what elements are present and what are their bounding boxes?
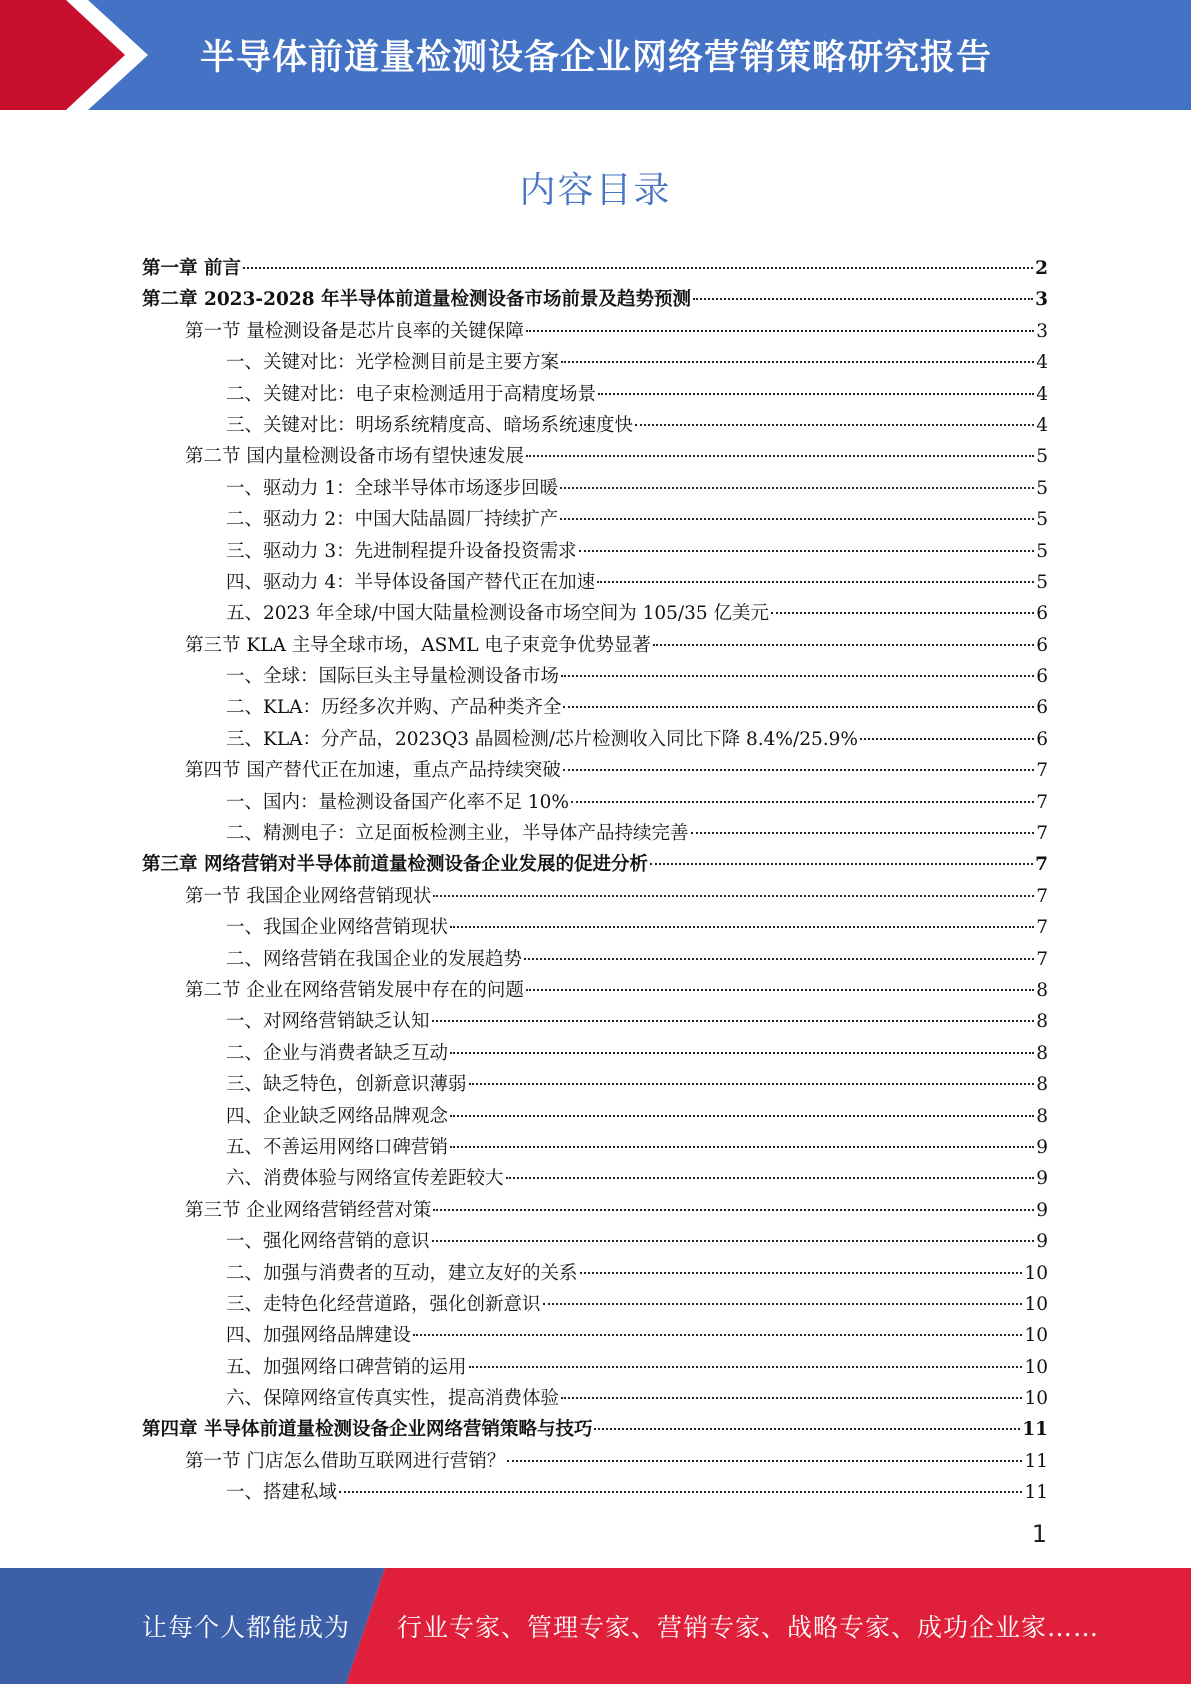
toc-entry-title: 二、网络营销在我国企业的发展趋势 <box>226 948 523 970</box>
toc-entry-title: 一、搭建私域 <box>226 1482 338 1504</box>
toc-dot-leader <box>653 644 1034 646</box>
toc-entry[interactable] <box>142 818 1048 849</box>
toc-dot-leader <box>560 518 1034 520</box>
toc-entry-page: 8 <box>1036 1011 1048 1033</box>
toc-entry-title: 第三节 KLA 主导全球市场，ASML 电子束竞争优势显著 <box>185 634 651 656</box>
toc-dot-leader <box>571 801 1034 803</box>
toc-entry-page: 11 <box>1024 1482 1048 1504</box>
toc-entry[interactable] <box>142 316 1048 347</box>
toc-entry-title: 三、缺乏特色，创新意识薄弱 <box>226 1074 467 1096</box>
toc-entry-page: 10 <box>1024 1293 1048 1315</box>
toc-entry-title: 六、保障网络宣传真实性，提高消费体验 <box>226 1388 560 1410</box>
toc-dot-leader <box>650 863 1033 865</box>
toc-entry-page: 5 <box>1036 571 1048 593</box>
toc-entry-page: 7 <box>1036 948 1048 970</box>
toc-entry[interactable] <box>142 692 1048 723</box>
toc-dot-leader <box>691 832 1035 834</box>
toc-entry[interactable] <box>142 1163 1048 1194</box>
toc-entry[interactable] <box>142 598 1048 629</box>
toc-entry-title: 第一章 前言 <box>142 258 241 279</box>
toc-dot-leader <box>597 581 1034 583</box>
toc-entry[interactable] <box>142 536 1048 567</box>
toc-entry-title: 一、关键对比：光学检测目前是主要方案 <box>226 352 560 374</box>
toc-dot-leader <box>579 550 1035 552</box>
toc-entry-title: 五、2023 年全球/中国大陆量检测设备市场空间为 105/35 亿美元 <box>226 603 770 625</box>
toc-dot-leader <box>598 393 1034 395</box>
toc-entry[interactable] <box>142 1226 1048 1257</box>
toc-entry[interactable] <box>142 347 1048 378</box>
toc-entry-page: 8 <box>1036 1042 1048 1064</box>
toc-dot-leader <box>506 1177 1035 1179</box>
toc-entry[interactable] <box>142 724 1048 755</box>
footer-slogan-right: 行业专家、管理专家、营销专家、战略专家、成功企业家…… <box>397 1613 1100 1642</box>
toc-entry-title: 第二节 企业在网络营销发展中存在的问题 <box>185 979 524 1001</box>
toc-entry-page: 5 <box>1036 540 1048 562</box>
toc-entry[interactable] <box>142 1132 1048 1163</box>
toc-entry-title: 三、驱动力 3：先进制程提升设备投资需求 <box>226 540 577 562</box>
toc-entry[interactable] <box>142 379 1048 410</box>
toc-dot-leader <box>507 1460 1022 1462</box>
toc-entry-page: 3 <box>1036 320 1048 342</box>
toc-dot-leader <box>469 1083 1035 1085</box>
toc-entry[interactable] <box>142 787 1048 818</box>
page-number: 1 <box>1031 1520 1047 1548</box>
toc-entry[interactable] <box>142 410 1048 441</box>
toc-entry-page: 9 <box>1036 1231 1048 1253</box>
toc-dot-leader <box>594 1428 1020 1430</box>
toc-entry[interactable] <box>142 912 1048 943</box>
toc-entry-title: 三、关键对比：明场系统精度高、暗场系统速度快 <box>226 414 634 436</box>
toc-dot-leader <box>524 958 1034 960</box>
toc-dot-leader <box>860 738 1034 740</box>
toc-dot-leader <box>469 1366 1023 1368</box>
toc-entry-title: 一、国内：量检测设备国产化率不足 10% <box>226 791 570 813</box>
footer-banner <box>0 1568 1191 1684</box>
toc-entry[interactable] <box>142 1289 1048 1320</box>
toc-entry[interactable] <box>142 1101 1048 1132</box>
toc-entry[interactable] <box>142 1446 1048 1477</box>
toc-entry-title: 五、加强网络口碑营销的运用 <box>226 1356 467 1378</box>
toc-entry-title: 第二章 2023-2028 年半导体前道量检测设备市场前景及趋势预测 <box>142 289 692 311</box>
toc-entry-title: 一、对网络营销缺乏认知 <box>226 1011 430 1033</box>
toc-entry[interactable] <box>142 1320 1048 1351</box>
toc-entry-page: 4 <box>1036 352 1048 374</box>
toc-entry-page: 9 <box>1036 1136 1048 1158</box>
toc-entry-page: 8 <box>1036 1074 1048 1096</box>
toc-entry-page: 4 <box>1036 414 1048 436</box>
toc-entry-page: 6 <box>1036 666 1048 688</box>
toc-entry[interactable] <box>142 253 1048 284</box>
toc-entry-page: 7 <box>1036 760 1048 782</box>
footer-slogan-left: 让每个人都能成为 <box>142 1613 351 1642</box>
toc-entry-page: 8 <box>1036 979 1048 1001</box>
toc-entry-title: 第四章 半导体前道量检测设备企业网络营销策略与技巧 <box>142 1419 593 1441</box>
header-arrow-graphic <box>0 0 150 110</box>
toc-entry-title: 二、精测电子：立足面板检测主业，半导体产品持续完善 <box>226 823 689 845</box>
toc-entry[interactable] <box>142 1414 1048 1445</box>
toc-entry-title: 一、我国企业网络营销现状 <box>226 917 449 939</box>
toc-entry-page: 9 <box>1036 1168 1048 1190</box>
toc-dot-leader <box>526 330 1034 332</box>
toc-entry-title: 三、KLA：分产品，2023Q3 晶圆检测/芯片检测收入同比下降 8.4%/25.9% <box>226 728 858 750</box>
toc-dot-leader <box>526 455 1034 457</box>
toc-entry-page: 11 <box>1024 1450 1048 1472</box>
toc-entry-page: 6 <box>1036 634 1048 656</box>
toc-entry-page: 5 <box>1036 446 1048 468</box>
toc-entry-title: 第二节 国内量检测设备市场有望快速发展 <box>185 446 524 468</box>
toc-dot-leader <box>450 1146 1034 1148</box>
report-title: 半导体前道量检测设备企业网络营销策略研究报告 <box>200 38 993 78</box>
toc-entry[interactable] <box>142 944 1048 975</box>
toc-entry-page: 9 <box>1036 1199 1048 1221</box>
toc-entry-title: 二、关键对比：电子束检测适用于高精度场景 <box>226 383 597 405</box>
toc-entry[interactable] <box>142 504 1048 535</box>
toc-heading: 内容目录 <box>519 170 672 211</box>
toc-entry-page: 10 <box>1024 1325 1048 1347</box>
toc-dot-leader <box>433 895 1034 897</box>
toc-entry-page: 7 <box>1036 917 1048 939</box>
toc-entry[interactable] <box>142 881 1048 912</box>
toc-entry[interactable] <box>142 1352 1048 1383</box>
toc-entry-page: 10 <box>1024 1388 1048 1410</box>
toc-entry-title: 五、不善运用网络口碑营销 <box>226 1136 449 1158</box>
toc-dot-leader <box>433 1209 1034 1211</box>
toc-entry-page: 7 <box>1036 885 1048 907</box>
toc-entry-title: 第一节 量检测设备是芯片良率的关键保障 <box>185 320 524 342</box>
toc-dot-leader <box>432 1240 1035 1242</box>
toc-entry-page: 2 <box>1035 258 1048 279</box>
toc-entry-page: 10 <box>1024 1356 1048 1378</box>
toc-entry[interactable] <box>142 1195 1048 1226</box>
toc-entry-page: 11 <box>1022 1419 1048 1441</box>
toc-dot-leader <box>563 706 1034 708</box>
toc-entry-title: 二、企业与消费者缺乏互动 <box>226 1042 449 1064</box>
toc-dot-leader <box>635 424 1034 426</box>
toc-entry[interactable] <box>142 473 1048 504</box>
toc-dot-leader <box>432 1020 1035 1022</box>
header-banner <box>0 0 1191 110</box>
toc-dot-leader <box>543 1303 1023 1305</box>
toc-entry-page: 6 <box>1036 697 1048 719</box>
toc-entry-page: 5 <box>1036 477 1048 499</box>
toc-entry[interactable] <box>142 1383 1048 1414</box>
toc-dot-leader <box>771 612 1034 614</box>
toc-entry-page: 6 <box>1036 603 1048 625</box>
toc-dot-leader <box>413 1334 1022 1336</box>
toc-entry-page: 4 <box>1036 383 1048 405</box>
toc-entry[interactable] <box>142 1069 1048 1100</box>
toc-entry[interactable] <box>142 441 1048 472</box>
toc-dot-leader <box>243 267 1033 269</box>
toc-entry-title: 二、加强与消费者的互动，建立友好的关系 <box>226 1262 578 1284</box>
toc-entry[interactable] <box>142 1038 1048 1069</box>
toc-entry-page: 5 <box>1036 509 1048 531</box>
toc-dot-leader <box>561 1397 1022 1399</box>
toc-entry[interactable] <box>142 284 1048 315</box>
toc-entry-title: 一、全球：国际巨头主导量检测设备市场 <box>226 666 560 688</box>
toc-entry-title: 四、加强网络品牌建设 <box>226 1325 412 1347</box>
toc-dot-leader <box>693 298 1033 300</box>
toc-dot-leader <box>526 989 1034 991</box>
toc-entry-page: 3 <box>1035 289 1048 311</box>
toc-dot-leader <box>561 675 1034 677</box>
toc-entry-title: 二、驱动力 2：中国大陆晶圆厂持续扩产 <box>226 509 559 531</box>
toc-entry-title: 四、企业缺乏网络品牌观念 <box>226 1105 449 1127</box>
toc-dot-leader <box>450 1115 1034 1117</box>
toc-entry-title: 二、KLA：历经多次并购、产品种类齐全 <box>226 697 562 719</box>
toc-entry-title: 第一节 门店怎么借助互联网进行营销？ <box>185 1450 506 1472</box>
toc-entry[interactable] <box>142 975 1048 1006</box>
toc-entry[interactable] <box>142 567 1048 598</box>
toc-entry-title: 第三节 企业网络营销经营对策 <box>185 1199 432 1221</box>
toc-dot-leader <box>563 769 1034 771</box>
toc-entry-title: 一、强化网络营销的意识 <box>226 1231 430 1253</box>
toc-entry-title: 三、走特色化经营道路，强化创新意识 <box>226 1293 541 1315</box>
toc-entry-title: 六、消费体验与网络宣传差距较大 <box>226 1168 504 1190</box>
toc-dot-leader <box>560 487 1034 489</box>
toc-entry-page: 7 <box>1036 791 1048 813</box>
toc-dot-leader <box>450 926 1034 928</box>
toc-entry-title: 一、驱动力 1：全球半导体市场逐步回暖 <box>226 477 559 499</box>
toc-entry-page: 8 <box>1036 1105 1048 1127</box>
toc-entry[interactable] <box>142 1258 1048 1289</box>
toc-entry-title: 第三章 网络营销对半导体前道量检测设备企业发展的促进分析 <box>142 854 648 876</box>
toc-entry[interactable] <box>142 630 1048 661</box>
toc-dot-leader <box>450 1052 1034 1054</box>
toc-entry[interactable] <box>142 755 1048 786</box>
toc-entry-title: 第四节 国产替代正在加速，重点产品持续突破 <box>185 760 561 782</box>
table-of-contents <box>142 253 1048 1509</box>
toc-entry-page: 7 <box>1036 823 1048 845</box>
toc-entry[interactable] <box>142 849 1048 880</box>
toc-entry[interactable] <box>142 1006 1048 1037</box>
toc-entry-page: 7 <box>1035 854 1048 876</box>
toc-entry-page: 6 <box>1036 728 1048 750</box>
toc-entry-title: 四、驱动力 4：半导体设备国产替代正在加速 <box>226 571 596 593</box>
toc-dot-leader <box>580 1272 1023 1274</box>
toc-dot-leader <box>561 361 1034 363</box>
toc-entry-page: 10 <box>1024 1262 1048 1284</box>
toc-entry-title: 第一节 我国企业网络营销现状 <box>185 885 432 907</box>
toc-entry[interactable] <box>142 661 1048 692</box>
toc-dot-leader <box>339 1491 1022 1493</box>
toc-entry[interactable] <box>142 1477 1048 1508</box>
